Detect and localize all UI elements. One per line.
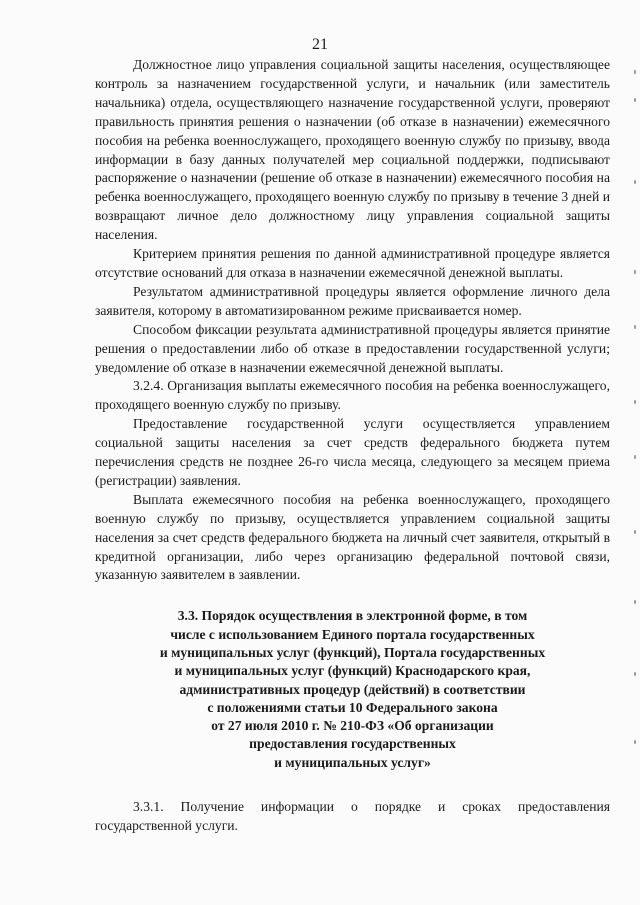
heading-line: и муниципальных услуг» <box>274 754 431 770</box>
scan-edge-marks <box>628 60 636 780</box>
heading-line: с положениями статьи 10 Федерального закона <box>207 699 498 715</box>
paragraph: 3.3.1. Получение информации о порядке и сроках предоставления государственной услуги. <box>95 799 610 833</box>
heading-line: предоставления государственных <box>249 736 456 752</box>
paragraph: Результатом административной процедуры является оформление личного дела заявителя, которому в автоматизированном режиме присваивается номер. <box>95 283 610 318</box>
heading-line: от 27 июля 2010 г. № 210-ФЗ «Об организации <box>211 718 494 734</box>
paragraph: Предоставление государственной услуги осуществляется управлением социальной защиты населения за счет средств федерального бюджета путем перечисления средств не позднее 26-го числа месяца, следующего за месяцем приема (регистрации) заявления. <box>95 416 610 488</box>
paragraph: Выплата ежемесячного пособия на ребенка военнослужащего, проходящего военную службу по призыву, осуществляется управлением социальной защиты населения за счет средств федерального бюджета на личный счет заявителя, открытый в кредитной организации, либо через организацию федеральной почтовой связи, указанную заявителем в заявлении. <box>95 491 610 583</box>
page-number: 21 <box>312 36 328 53</box>
heading-line: числе с использованием Единого портала государственных <box>170 626 535 642</box>
document-body <box>95 56 610 836</box>
paragraph: Способом фиксации результата административной процедуры является принятие решения о предоставлении либо об отказе в предоставлении государственной услуги; уведомление об отказе в назначении ежемесячной денежной выплаты. <box>95 321 610 375</box>
section-heading <box>95 607 610 772</box>
heading-line: административных процедур (действий) в соответствии <box>179 681 526 697</box>
heading-line: 3.3. Порядок осуществления в электронной форме, в том <box>177 608 528 624</box>
heading-line: и муниципальных услуг (функций), Портала государственных <box>159 644 546 660</box>
heading-line: и муниципальных услуг (функций) Краснодарского края, <box>174 663 531 679</box>
paragraph: Критерием принятия решения по данной административной процедуре является отсутствие оснований для отказа в назначении ежемесячной денежной выплаты. <box>95 246 610 280</box>
paragraph: 3.2.4. Организация выплаты ежемесячного пособия на ребенка военнослужащего, проходящего военную службу по призыву. <box>95 378 610 413</box>
paragraph: Должностное лицо управления социальной защиты населения, осуществляющее контроль за назначением государственной услуги, и начальник (или заместитель начальника) отдела, осуществляющего назначение государственной услуги, проверяют правильность принятия решения о назначении (об отказе в назначении) ежемесячного пособия на ребенка военнослужащего, проходящего военную службу по призыву, ввода информации в базу данных получателей мер социальной поддержки, подписывают распоряжение о назначении (решение об отказе в назначении) ежемесячного пособия на ребенка военнослужащего, проходящего военную службу по призыву в течение 3 дней и возвращают личное дело должностному лицу управления социальной защиты населения. <box>95 57 610 243</box>
